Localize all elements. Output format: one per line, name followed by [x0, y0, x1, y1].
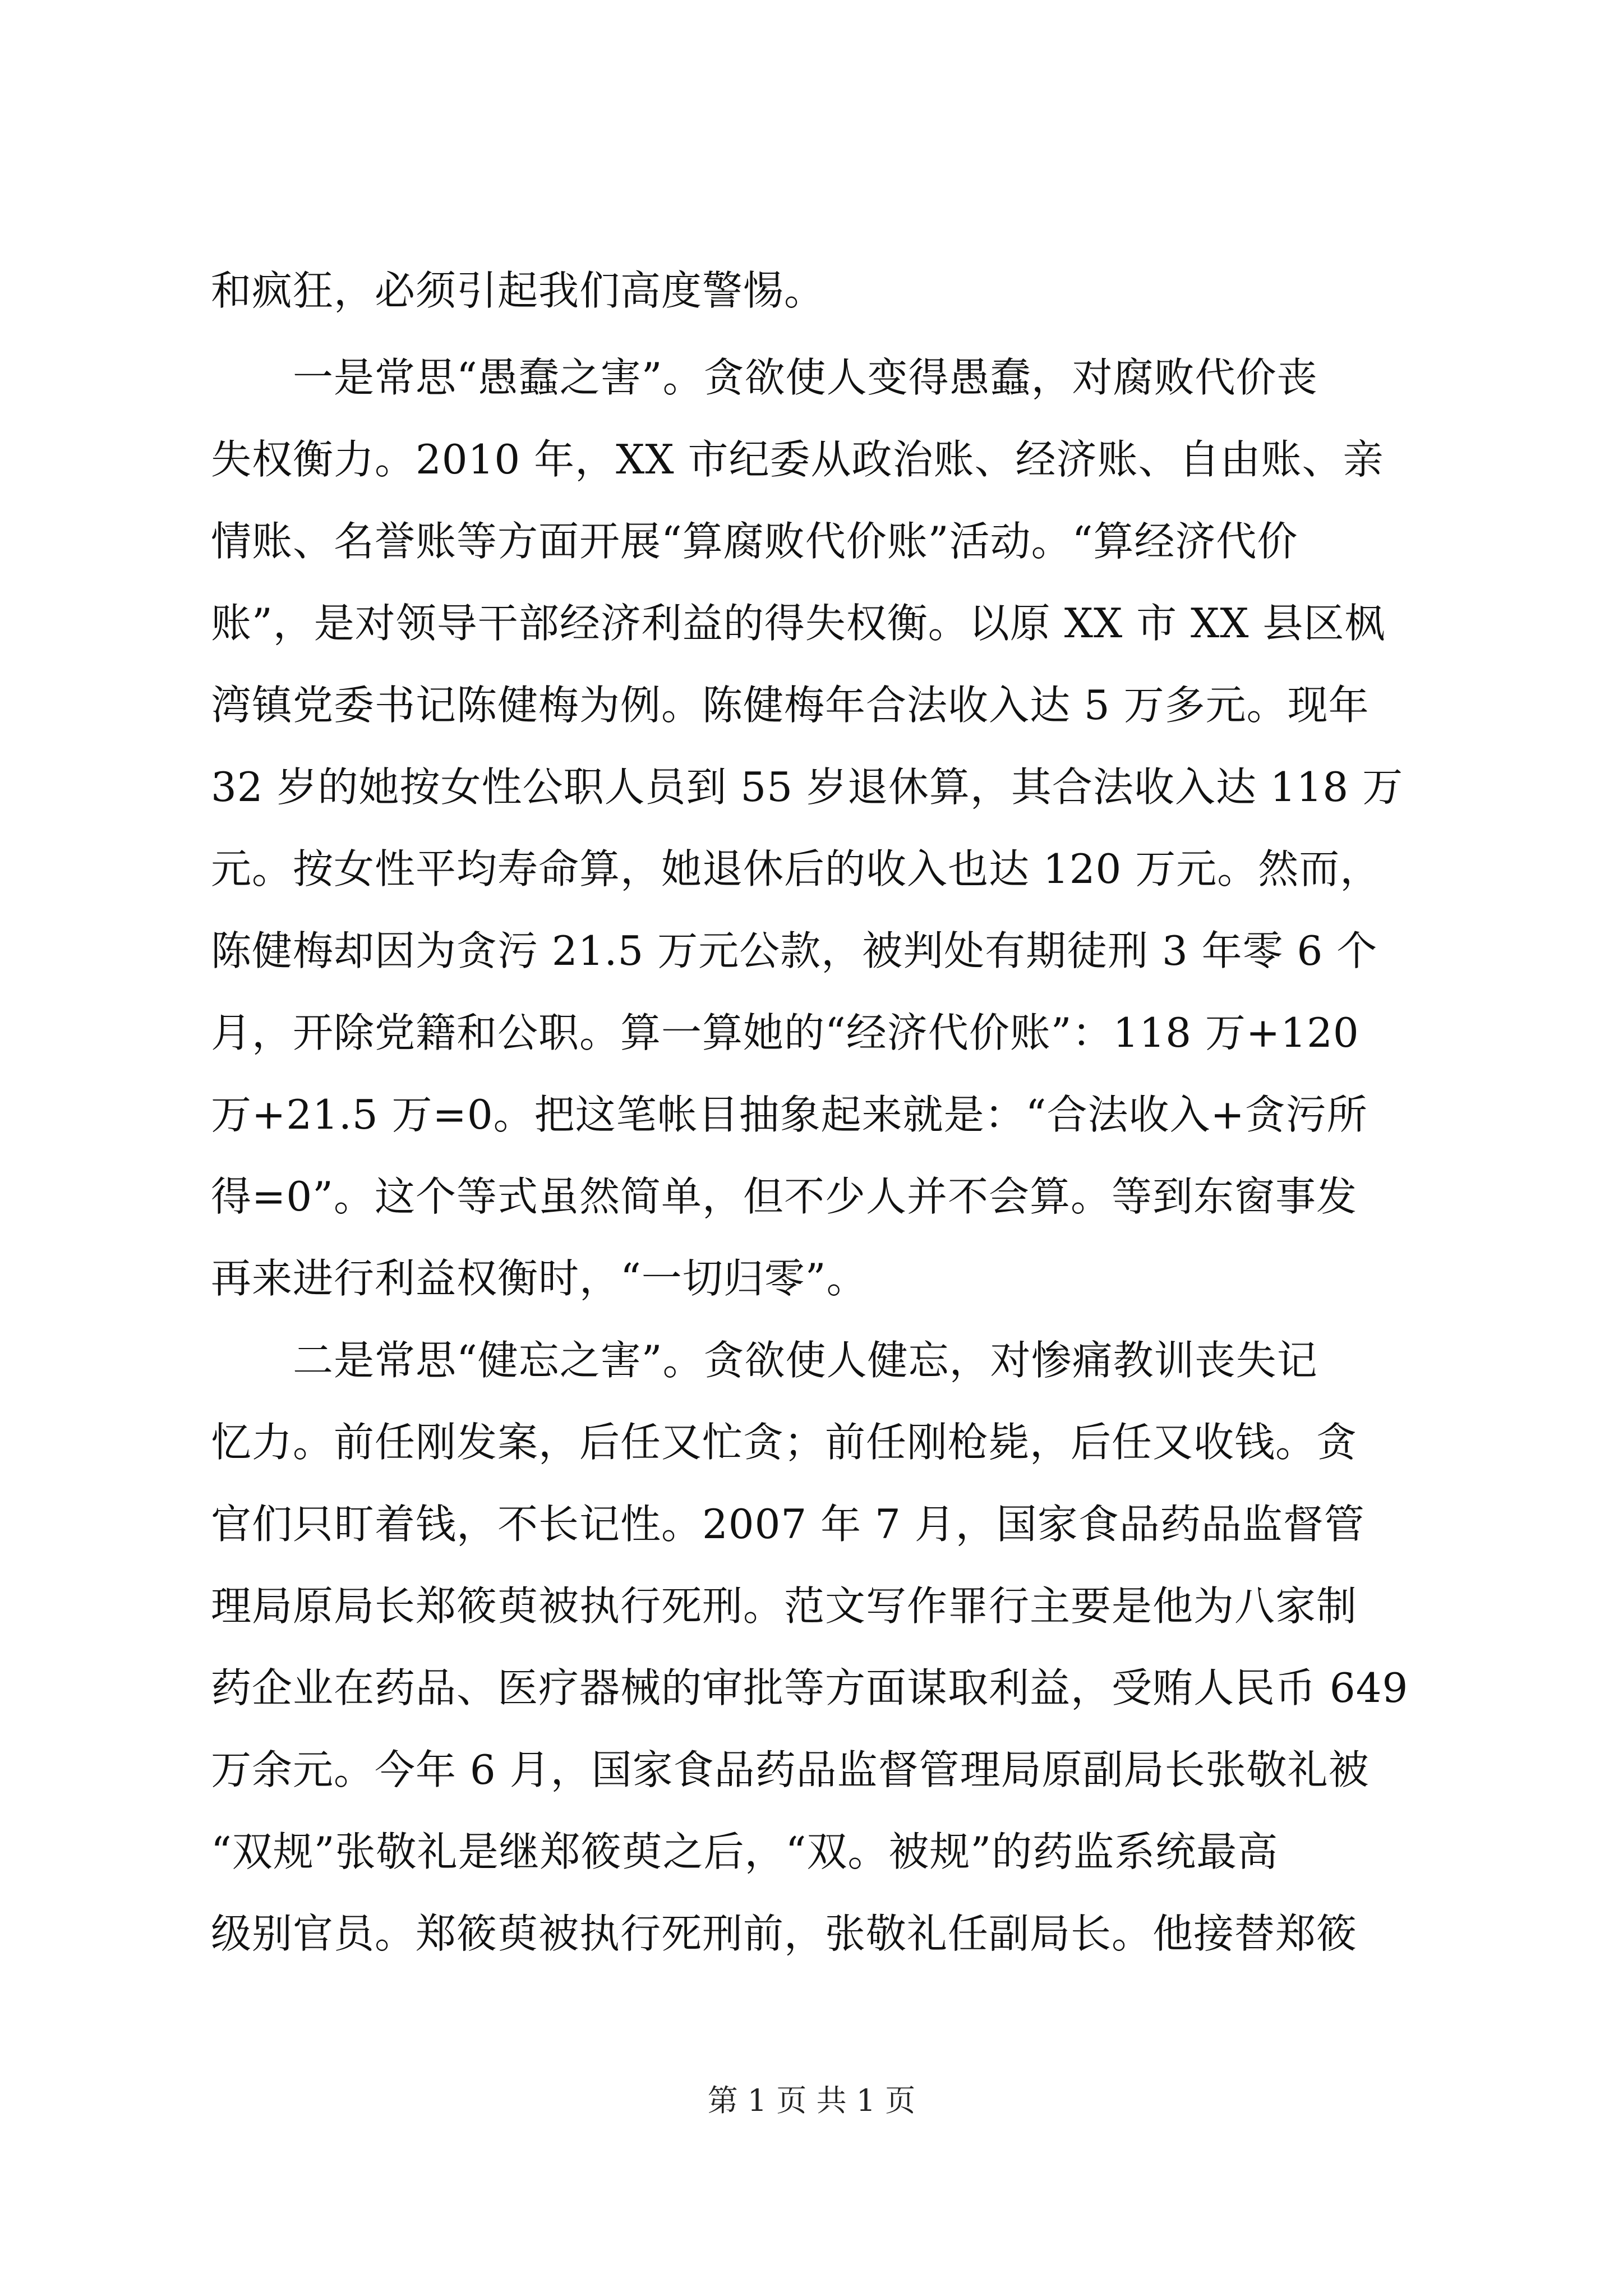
text-line: 月，开除党籍和公职。算一算她的“经济代价账”：118 万+120 — [211, 1009, 1359, 1056]
text-line: 得=0”。这个等式虽然简单，但不少人并不会算。等到东窗事发 — [211, 1173, 1357, 1220]
text-line: 万余元。今年 6 月，国家食品药品监督管理局原副局长张敬礼被 — [211, 1746, 1370, 1793]
text-line: 理局原局长郑筱萸被执行死刑。范文写作罪行主要是他为八家制 — [211, 1582, 1358, 1630]
text-line: 忆力。前任刚发案，后任又忙贪；前任刚枪毙，后任又收钱。贪 — [211, 1419, 1358, 1466]
text-line: 元。按女性平均寿命算，她退休后的收入也达 120 万元。然而， — [211, 845, 1381, 892]
text-line: 账”，是对领导干部经济利益的得失权衡。以原 XX 市 XX 县区枫 — [211, 600, 1386, 647]
text-line: 官们只盯着钱，不长记性。2007 年 7 月，国家食品药品监督管 — [211, 1501, 1365, 1548]
text-line: 失权衡力。2010 年，XX 市纪委从政治账、经济账、自由账、亲 — [211, 436, 1384, 483]
text-line: 情账、名誉账等方面开展“算腐败代价账”活动。“算经济代价 — [211, 518, 1298, 565]
text-line: 陈健梅却因为贪污 21.5 万元公款，被判处有期徒刑 3 年零 6 个 — [211, 927, 1378, 974]
text-line: 级别官员。郑筱萸被执行死刑前，张敬礼任副局长。他接替郑筱 — [211, 1910, 1358, 1957]
text-line: “双规”张敬礼是继郑筱萸之后，“双。被规”的药监系统最高 — [211, 1828, 1279, 1875]
text-line: 二是常思“健忘之害”。贪欲使人健忘，对惨痛教训丧失记 — [211, 1337, 1318, 1384]
text-line: 一是常思“愚蠢之害”。贪欲使人变得愚蠢，对腐败代价丧 — [211, 354, 1318, 401]
text-line: 再来进行利益权衡时，“一切归零”。 — [211, 1255, 868, 1302]
text-line: 万+21.5 万=0。把这笔帐目抽象起来就是：“合法收入+贪污所 — [211, 1091, 1368, 1138]
text-line: 和疯狂，必须引起我们高度警惕。 — [211, 267, 826, 314]
text-line: 药企业在药品、医疗器械的审批等方面谋取利益，受贿人民币 649 — [211, 1664, 1409, 1711]
text-line: 湾镇党委书记陈健梅为例。陈健梅年合法收入达 5 万多元。现年 — [211, 682, 1370, 729]
text-line: 32 岁的她按女性公职人员到 55 岁退休算，其合法收入达 118 万 — [211, 763, 1404, 811]
page-footer: 第 1 页 共 1 页 — [707, 2083, 916, 2118]
